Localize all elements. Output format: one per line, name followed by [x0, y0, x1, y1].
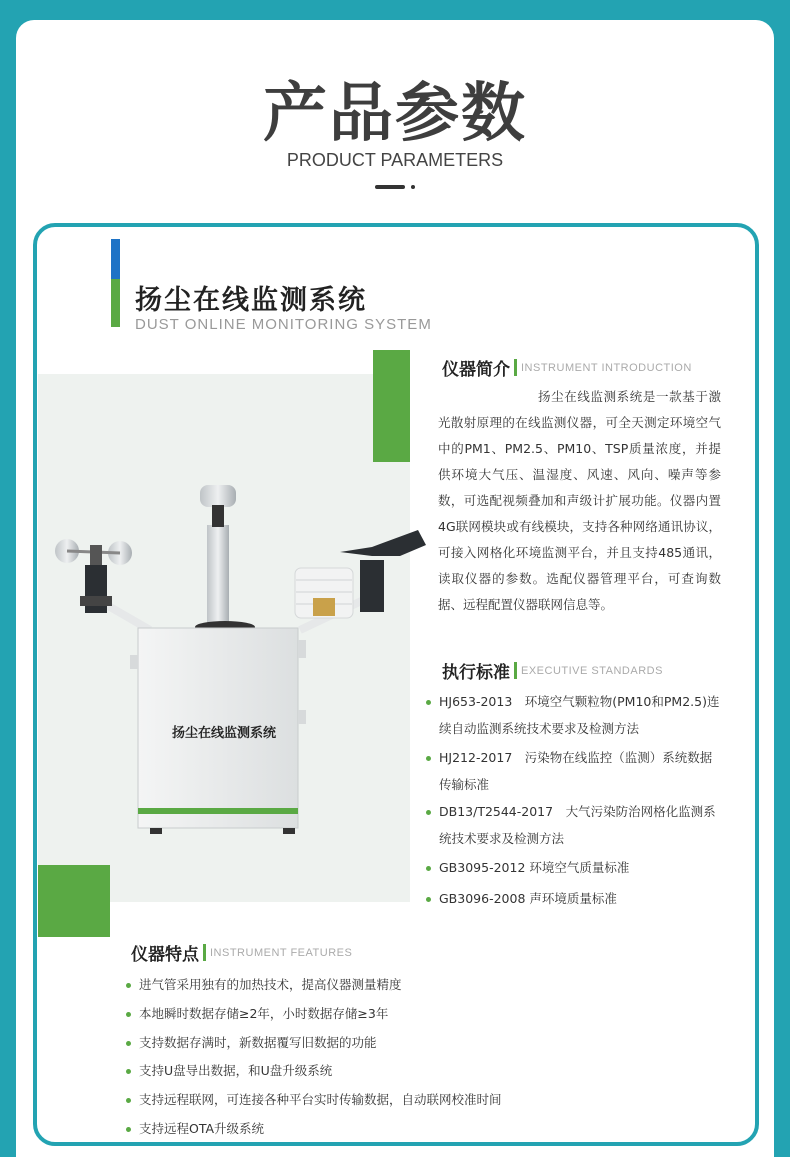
list-item: 本地瞬时数据存储≥2年，小时数据存储≥3年 — [123, 1000, 643, 1029]
list-item: GB3095-2012 环境空气质量标准 — [424, 854, 724, 881]
heading-divider — [514, 359, 517, 376]
list-item: 支持远程OTA升级系统 — [123, 1115, 643, 1144]
intro-heading — [442, 355, 692, 380]
features-heading-cn: 仪器特点 — [131, 945, 199, 965]
intro-paragraph: 扬尘在线监测系统是一款基于激光散射原理的在线监测仪器，可全天测定环境空气中的PM1、PM2.5、PM10、TSP质量浓度，并提供环境大气压、温湿度、风速、风向、噪声等参数，可选配视频叠加和声级计扩展功能。仪器内置4G联网模块或有线模块，支持各种网络通讯协议，可接入网格化环境监测平台，并且支持485通讯，读取仪器的参数。选配仪器管理平台，可查询数据、远程配置仪器联网信息等。 — [438, 389, 721, 612]
standards-list — [424, 688, 724, 912]
list-item: HJ653-2013 环境空气颗粒物(PM10和PM2.5)连续自动监测系统技术要求及检测方法 — [424, 688, 724, 742]
heading-divider — [203, 944, 206, 961]
list-item: 进气管采用独有的加热技术，提高仪器测量精度 — [123, 971, 643, 1000]
system-subtitle: DUST ONLINE MONITORING SYSTEM — [135, 316, 432, 333]
sampling-tube — [207, 525, 229, 625]
list-item: 支持远程联网，可连接各种平台实时传输数据，自动联网校准时间 — [123, 1086, 643, 1115]
intro-heading-en: INSTRUMENT INTRODUCTION — [521, 361, 692, 374]
features-heading — [131, 940, 352, 965]
page-title: 产品参数 — [263, 77, 527, 151]
standards-heading-cn: 执行标准 — [442, 663, 510, 683]
device-label: 扬尘在线监测系统 — [172, 726, 277, 741]
wind-vane-mast — [360, 560, 384, 612]
page-subtitle: PRODUCT PARAMETERS — [286, 150, 504, 170]
system-title: 扬尘在线监测系统 — [135, 285, 367, 316]
list-item: 支持数据存满时，新数据覆写旧数据的功能 — [123, 1029, 643, 1058]
features-heading-en: INSTRUMENT FEATURES — [210, 946, 353, 959]
intro-heading-cn: 仪器简介 — [442, 360, 510, 380]
list-item: 支持U盘导出数据，和U盘升级系统 — [123, 1057, 643, 1086]
list-item: GB3096-2008 声环境质量标准 — [424, 885, 724, 912]
standards-heading — [442, 658, 663, 683]
list-item: HJ212-2017 污染物在线监控（监测）系统数据传输标准 — [424, 744, 724, 798]
wind-vane-tail — [340, 530, 426, 556]
list-item: DB13/T2544-2017 大气污染防治网格化监测系统技术要求及检测方法 — [424, 798, 724, 852]
features-list — [123, 971, 643, 1144]
sampling-head — [200, 485, 236, 507]
standards-heading-en: EXECUTIVE STANDARDS — [521, 664, 663, 677]
heading-divider — [514, 662, 517, 679]
